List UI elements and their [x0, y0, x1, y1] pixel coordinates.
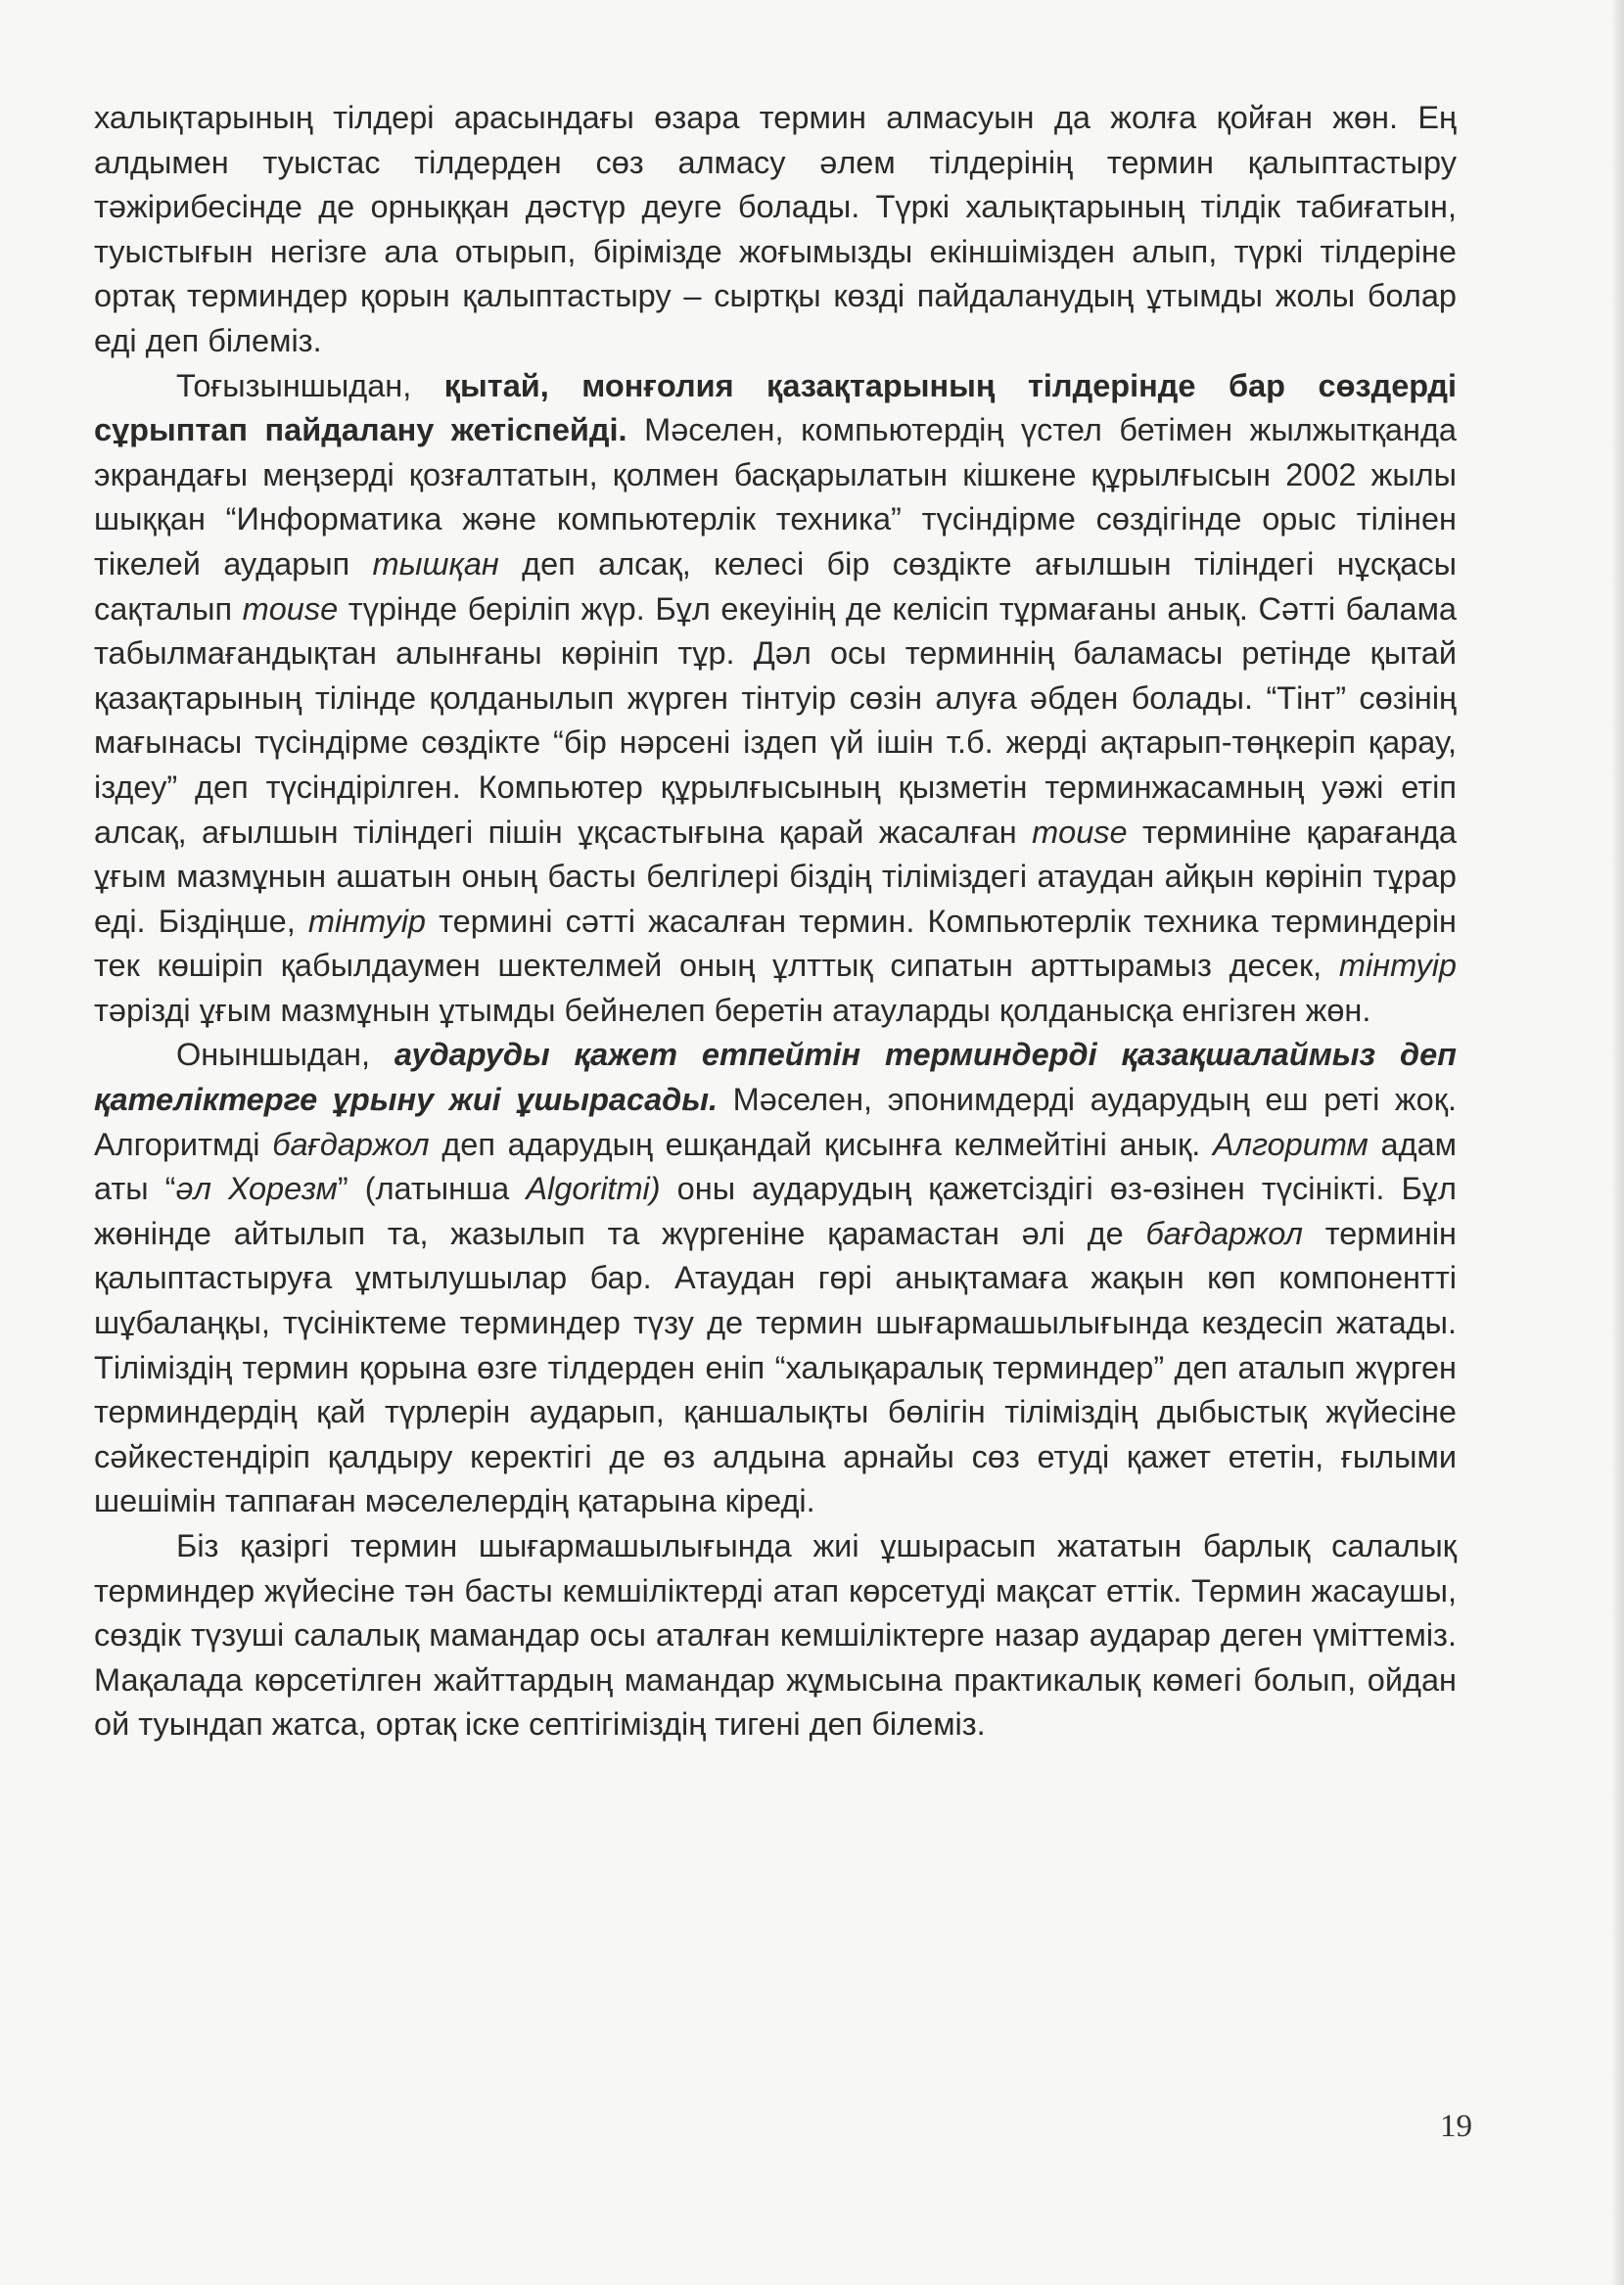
p2-text: Мәселен, компьютердің үстел бетімен жылжытқанда экрандағы меңзерді қозғалтатын, қолмен басқарылатын кішкене құрылғысын 2002 жылы шыққан “Информатика және компьютерлік техника” түсіндірме сөздігінде орыс тілінен тікелей аударып [94, 412, 1457, 582]
p2-italic-term: mouse [242, 590, 339, 627]
page-number: 19 [1440, 2109, 1472, 2144]
p2-text: түрінде беріліп жүр. Бұл екеуінің де келісіп тұрмағаны анық. Сәтті балама табылмағандықтан алынғаны көрініп тұр. Дәл осы терминнің баламасы ретінде қытай қазақтарының тілінде қолданылып жүрген тінтуір сөзін алуға әбден болады. “Тінт” сөзінің мағынасы түсіндірме сөздікте “бір нәрсені іздеп үй ішін т.б. жерді ақтарып-төңкеріп қарау, іздеу” деп түсіндірілген. Компьютер құрылғысының қызметін терминжасамның уәжі етіп алсақ, ағылшын тіліндегі пішін ұқсастығына қарай жасалған [94, 590, 1458, 850]
p3-text: адам аты “ [94, 1126, 1457, 1207]
p2-text: термині сәтті жасалған термин. Компьютерлік техника терминдерін тек көшіріп қабылдаумен шектелмей оның ұлттық сипатын арттырамыз десек, [94, 903, 1457, 984]
paragraph-2 [94, 364, 1457, 1034]
p3-italic-term: бағдаржол [1145, 1215, 1303, 1251]
p3-italic-term: бағдаржол [272, 1126, 430, 1162]
p3-text: ” (латынша [337, 1171, 527, 1207]
p3-bold-italic-thesis: аударуды қажет етпейтін терминдерді қазақшалаймыз деп қателіктерге ұрыну жиі ұшырасады. [94, 1037, 1457, 1118]
p2-text: деп алсақ, келесі бір сөздікте ағылшын тіліндегі нұсқасы сақталып [94, 545, 1457, 627]
paragraph-3 [94, 1033, 1457, 1524]
p3-intro: Оныншыдан, [176, 1037, 394, 1073]
page-edge-shadow [1610, 0, 1624, 2285]
body-text [94, 96, 1457, 1748]
p3-italic-term: Алгоритм [1212, 1126, 1369, 1162]
p2-italic-term: тінтуір [307, 903, 427, 939]
p2-bold-thesis: қытай, монғолия қазақтарының тілдерінде бар сөздерді сұрыптап пайдалану жетіспейді. [94, 367, 1457, 448]
p3-text: деп адарудың ешқандай қисынға келмейтіні анық. [429, 1126, 1213, 1162]
p2-italic-term: тышқан [372, 545, 499, 582]
p2-italic-term: тінтуір [1338, 948, 1457, 984]
paragraph-4: Біз қазіргі термин шығармашылығында жиі ұшырасып жататын барлық салалық терминдер жүйесіне тән басты кемшіліктерді атап көрсетуді мақсат еттік. Термин жасаушы, сөздік түзуші салалық мамандар осы аталған кемшіліктерге назар аударар деген үміттеміз. Мақалада көрсетілген жайттардың мамандар жұмысына практикалық көмегі болып, ойдан ой туындап жатса, ортақ іске септігіміздің тигені деп білеміз. [94, 1528, 1457, 1743]
p3-text: Мәселен, эпонимдерді аударудың еш реті жоқ. Алгоритмді [94, 1082, 1457, 1162]
p3-text: терминін қалыптастыруға ұмтылушылар бар. Атаудан гөрі анықтамаға жақын көп компонентті шұбалаңқы, түсініктеме терминдер түзу де термин шығармашылығында кездесіп жатады. Тіліміздің термин қорына өзге тілдерден еніп “халықаралық терминдер” деп аталып жүрген терминдердің қай түрлерін аударып, қаншалықты бөлігін тіліміздің дыбыстық жүйесіне сәйкестендіріп қалдыру керектігі де өз алдына арнайы сөз етуді қажет ететін, ғылыми шешімін таппаған мәселелердің қатарына кіреді. [94, 1215, 1457, 1519]
p3-text: оны аударудың қажетсіздігі өз-өзінен түсінікті. Бұл жөнінде айтылып та, жазылып та жүргеніне қарамастан әлі де [94, 1171, 1458, 1251]
p2-italic-term: mouse [1032, 814, 1128, 850]
p3-italic-term: әл Хорезм [175, 1171, 338, 1207]
p2-intro: Тоғызыншыдан, [176, 367, 444, 403]
p3-italic-term: Algoritmi) [526, 1171, 661, 1207]
p2-text: терминіне қарағанда ұғым мазмұнын ашатын оның басты белгілері біздің тіліміздегі атаудан айқын көрініп тұрар еді. Біздіңше, [94, 814, 1458, 939]
paragraph-1: халықтарының тілдері арасындағы өзара термин алмасуын да жолға қойған жөн. Ең алдымен туыстас тілдерден сөз алмасу әлем тілдерінің термин қалыптастыру тәжірибесінде де орныққан дәстүр деуге болады. Түркі халықтарының тілдік табиғатын, туыстығын негізге ала отырып, бірімізде жоғымызды екіншімізден алып, түркі тілдеріне ортақ терминдер қорын қалыптастыру – сыртқы көзді пайдаланудың ұтымды жолы болар еді деп білеміз. [94, 100, 1457, 358]
p2-text: тәрізді ұғым мазмұнын ұтымды бейнелеп беретін атауларды қолданысқа енгізген жөн. [94, 992, 1371, 1028]
